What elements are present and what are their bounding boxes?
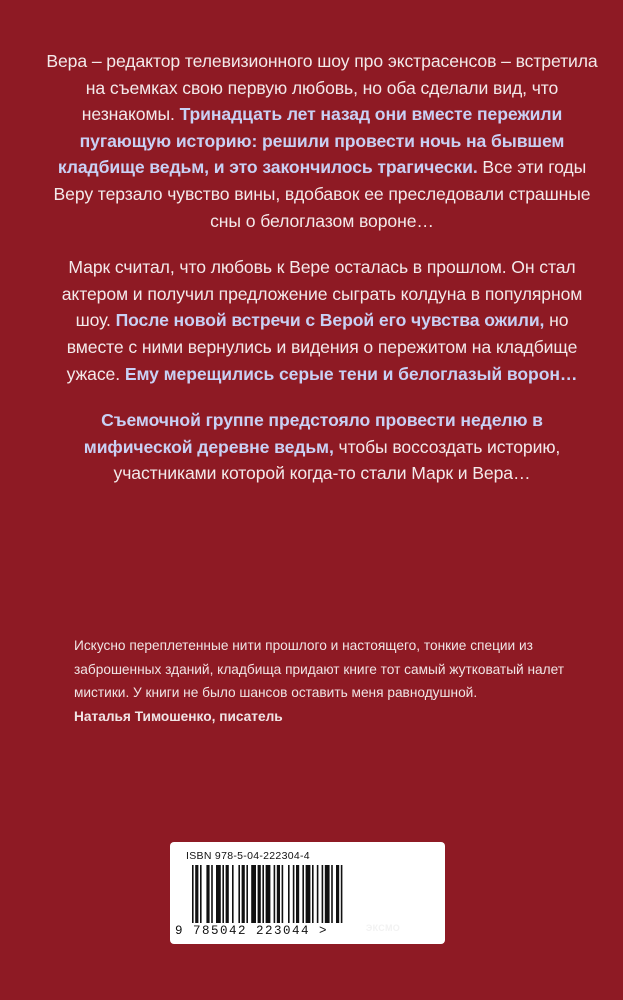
eksmo-logo-icon xyxy=(352,858,414,928)
blurb-text: Марк считал, что любовь к Вере осталась в прошлом. Он стал актером и получил предложение сыграть колдуна в популярном шоу. xyxy=(61,257,583,331)
quote-text: Искусно переплетенные нити прошлого и настоящего, тонкие специи из заброшенных зданий, кладбища придают книге тот самый жутковатый налет мистики. У книги не было шансов оставить меня равнодушной. xyxy=(74,638,565,701)
blurb-highlight: После новой встречи с Верой его чувства ожили, xyxy=(115,310,545,331)
blurb-paragraph-1 xyxy=(46,48,598,234)
blurb-highlight: Съемочной группе предстояло провести неделю в мифической деревне ведьм, xyxy=(83,410,543,457)
isbn-label: ISBN 978-5-04-222304-4 xyxy=(186,850,310,862)
blurb-highlight: Тринадцать лет назад они вместе пережили пугающую историю: решили провести ночь на бывшем кладбище ведьм, и это закончилось трагически. xyxy=(57,104,565,178)
blurb-highlight: Ему мерещились серые тени и белоглазый ворон… xyxy=(124,363,578,384)
blurb-text: Все эти годы Веру терзало чувство вины, вдобавок ее преследовали страшные сны о белоглазом вороне… xyxy=(53,157,591,231)
quote-author: Наталья Тимошенко, писатель xyxy=(74,708,283,724)
blurb-text: Вера – редактор телевизионного шоу про экстрасенсов – встретила на съемках свою первую любовь, но оба сделали вид, что незнакомы. xyxy=(46,51,598,125)
review-quote xyxy=(74,634,574,728)
blurb-text: чтобы воссоздать историю, участниками которой когда-то стали Марк и Вера… xyxy=(113,436,561,484)
barcode-digits: 9 785042 223044 > xyxy=(175,924,329,938)
blurb-text: но вместе с ними вернулись и видения о пережитом на кладбище ужасе. xyxy=(66,310,578,384)
publisher-name: ЭКСМО xyxy=(365,923,401,933)
blurb xyxy=(46,48,598,507)
blurb-paragraph-2 xyxy=(46,254,598,387)
blurb-paragraph-3 xyxy=(46,407,598,487)
